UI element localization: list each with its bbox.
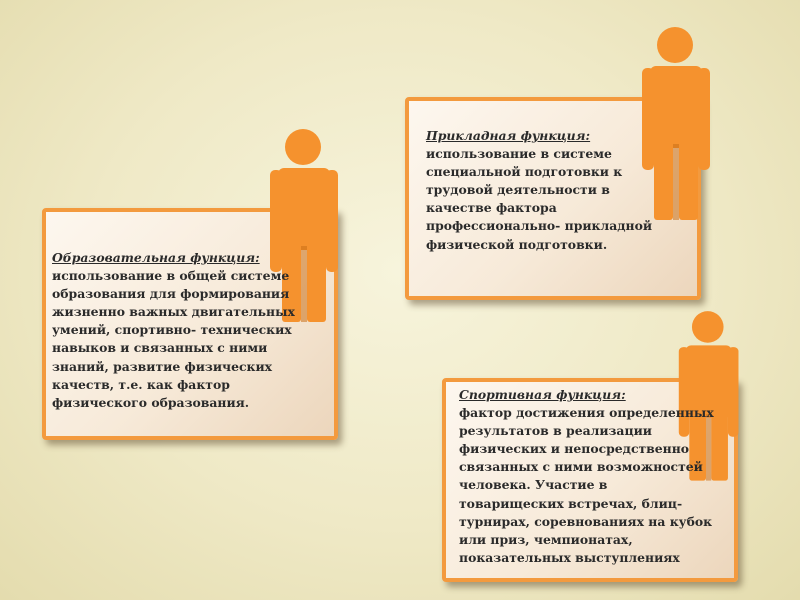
educational-function-text — [52, 249, 295, 412]
applied-function-heading: Прикладная функция: — [426, 128, 591, 143]
educational-function-body: использование в общей системе образования для формирования жизненно важных двигательных умений, спортивно- технических навыков и связанных с ними знаний, развитие физических качеств, т.е. как фактор физического образования. — [52, 268, 295, 410]
sport-function-heading: Спортивная функция: — [459, 387, 626, 402]
applied-function-text — [426, 127, 652, 254]
sport-function-text — [459, 386, 714, 567]
applied-function-body: использование в системе специальной подготовки к трудовой деятельности в качестве фактора профессионально- прикладной физической подготовки. — [426, 146, 653, 252]
sport-function-body: фактор достижения определенных результатов в реализации физических и непосредственно связанных с ними возможностей человека. Участие в товарищеских встречах, блиц- турнирах, соревнованиях на кубок или приз, чемпионатах, показательных выступлениях — [459, 405, 714, 565]
educational-function-heading: Образовательная функция: — [52, 250, 260, 265]
